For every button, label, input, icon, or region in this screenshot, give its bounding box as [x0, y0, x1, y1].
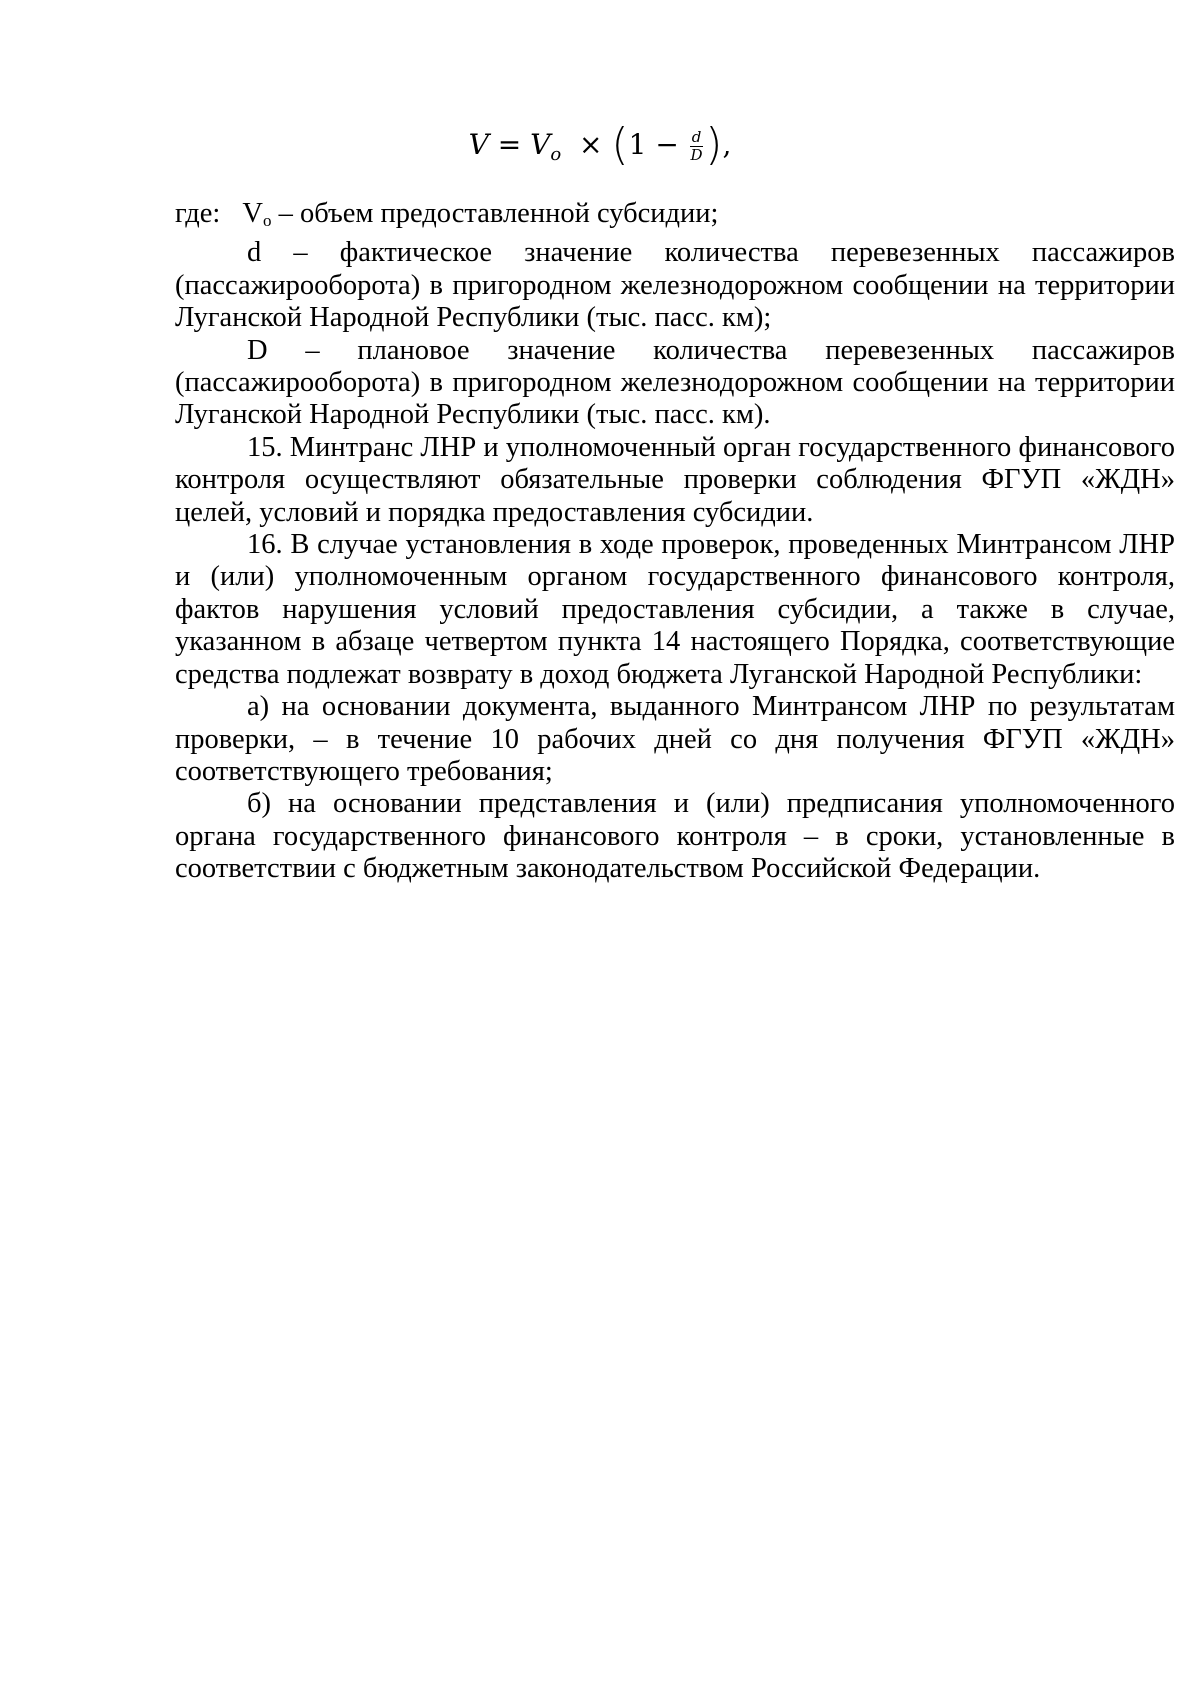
- formula-close-paren: ): [705, 119, 723, 170]
- fraction-denominator: D: [690, 146, 703, 164]
- formula-minus: −: [655, 128, 679, 161]
- subitem-a: а) на основании документа, выданного Минтрансом ЛНР по результатам проверки, – в течение 10 рабочих дней со дня получения ФГУП «ЖДН» соответствующего требования;: [175, 691, 1175, 787]
- D-definition: D – плановое значение количества перевезенных пассажиров (пассажирооборота) в пригородном железнодорожном сообщении на территории Луганской Народной Республики (тыс. пасс. км).: [175, 334, 1175, 431]
- formula-equals: =: [497, 128, 522, 161]
- formula-open-paren: (: [611, 119, 629, 170]
- formula-v0-base: V: [530, 128, 551, 161]
- fraction-numerator: d: [691, 128, 702, 146]
- item-15: 15. Минтранс ЛНР и уполномоченный орган государственного финансового контроля осуществляют обязательные проверки соблюдения ФГУП «ЖДН» целей, условий и порядка предоставления субсидии.: [175, 431, 1175, 528]
- formula-v0-sub: o: [550, 144, 562, 165]
- formula-times: ×: [579, 128, 603, 161]
- where-v0-sub: о: [262, 211, 272, 230]
- where-clause: [175, 198, 1175, 237]
- subitem-b: б) на основании представления и (или) предписания уполномоченного органа государственного финансового контроля – в сроки, установленные в соответствии с бюджетным законодательством Российской Федерации.: [175, 788, 1175, 885]
- formula-one: 1: [628, 128, 647, 161]
- formula-comma: ,: [722, 128, 732, 161]
- where-v0-base: V: [242, 198, 263, 229]
- formula-fraction: [690, 129, 704, 164]
- subsidy-formula: [0, 110, 1200, 180]
- item-16: 16. В случае установления в ходе проверок, проведенных Минтрансом ЛНР и (или) уполномоченным органом государственного финансового контроля, фактов нарушения условий предоставления субсидии, а также в случае, указанном в абзаце четвертом пункта 14 настоящего Порядка, соответствующие средства подлежат возврату в доход бюджета Луганской Народной Республики:: [175, 529, 1175, 690]
- formula-lhs: V: [468, 128, 489, 161]
- document-body: [175, 198, 1175, 886]
- where-label: где:: [175, 198, 221, 229]
- where-v0-definition: – объем предоставленной субсидии;: [271, 198, 719, 229]
- d-definition: d – фактическое значение количества перевезенных пассажиров (пассажирооборота) в пригородном железнодорожном сообщении на территории Луганской Народной Республики (тыс. пасс. км);: [175, 237, 1175, 334]
